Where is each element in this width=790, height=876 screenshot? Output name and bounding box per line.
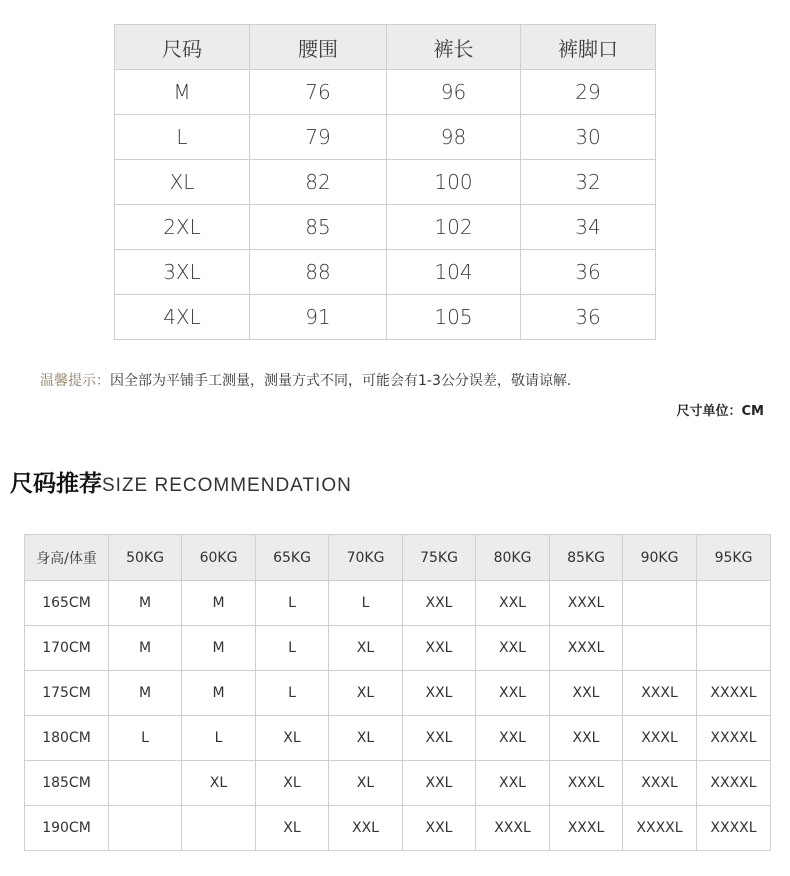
recommended-size-cell: XXL: [329, 806, 403, 851]
recommendation-row: [25, 806, 771, 851]
recommended-size-cell: XL: [256, 761, 329, 806]
size-chart-cell: 85: [250, 205, 387, 250]
section-title-cn: 尺码推荐: [10, 471, 102, 497]
height-cell: 180CM: [25, 716, 109, 761]
weight-header-cell: 50KG: [109, 535, 182, 581]
recommended-size-cell: XL: [256, 806, 329, 851]
recommended-size-cell: XXL: [403, 626, 476, 671]
recommended-size-cell: XL: [182, 761, 256, 806]
size-chart-cell: 4XL: [115, 295, 250, 340]
size-chart-cell: 102: [387, 205, 521, 250]
height-cell: 165CM: [25, 581, 109, 626]
size-chart-cell: M: [115, 70, 250, 115]
recommended-size-cell: L: [256, 626, 329, 671]
height-cell: 175CM: [25, 671, 109, 716]
recommended-size-cell: L: [329, 581, 403, 626]
recommended-size-cell: XXL: [403, 761, 476, 806]
size-chart-header-cell: 尺码: [115, 25, 250, 70]
size-chart-cell: 34: [521, 205, 656, 250]
recommended-size-cell: XXXL: [550, 806, 623, 851]
weight-header-cell: 70KG: [329, 535, 403, 581]
recommended-size-cell: XXL: [476, 761, 550, 806]
recommended-size-cell: M: [182, 626, 256, 671]
height-cell: 185CM: [25, 761, 109, 806]
size-chart-cell: XL: [115, 160, 250, 205]
recommended-size-cell: [697, 581, 771, 626]
size-chart-cell: 76: [250, 70, 387, 115]
recommended-size-cell: XXXL: [623, 761, 697, 806]
recommended-size-cell: [109, 761, 182, 806]
size-chart-cell: 104: [387, 250, 521, 295]
recommended-size-cell: XXL: [403, 581, 476, 626]
recommended-size-cell: XL: [329, 626, 403, 671]
recommendation-row: [25, 716, 771, 761]
recommended-size-cell: XL: [256, 716, 329, 761]
size-chart-cell: 96: [387, 70, 521, 115]
size-chart-row: [115, 295, 656, 340]
recommended-size-cell: XXXXL: [697, 806, 771, 851]
size-chart-body: [115, 70, 656, 340]
recommended-size-cell: [182, 806, 256, 851]
recommended-size-cell: XXXXL: [697, 671, 771, 716]
size-chart-cell: L: [115, 115, 250, 160]
size-chart-header-cell: 裤长: [387, 25, 521, 70]
recommendation-row: [25, 761, 771, 806]
recommended-size-cell: XXXL: [550, 581, 623, 626]
recommended-size-cell: M: [109, 626, 182, 671]
recommended-size-cell: XXL: [403, 806, 476, 851]
weight-header-cell: 60KG: [182, 535, 256, 581]
size-chart-row: [115, 70, 656, 115]
size-chart-cell: 32: [521, 160, 656, 205]
size-chart-row: [115, 205, 656, 250]
size-chart-cell: 36: [521, 250, 656, 295]
recommended-size-cell: XXL: [476, 671, 550, 716]
recommended-size-cell: XXXXL: [623, 806, 697, 851]
recommended-size-cell: XXL: [476, 581, 550, 626]
size-chart-cell: 88: [250, 250, 387, 295]
size-chart-cell: 105: [387, 295, 521, 340]
size-chart-table: [114, 24, 656, 340]
recommended-size-cell: M: [182, 581, 256, 626]
recommendation-corner-cell: 身高/体重: [25, 535, 109, 581]
recommended-size-cell: XXL: [550, 671, 623, 716]
recommendation-header-row: [25, 535, 771, 581]
size-chart-cell: 29: [521, 70, 656, 115]
recommended-size-cell: XXL: [403, 671, 476, 716]
size-chart-header-cell: 裤脚口: [521, 25, 656, 70]
recommended-size-cell: XXXXL: [697, 716, 771, 761]
size-chart-cell: 3XL: [115, 250, 250, 295]
size-recommendation-table: [24, 534, 771, 851]
weight-header-cell: 80KG: [476, 535, 550, 581]
weight-header-cell: 95KG: [697, 535, 771, 581]
size-chart-row: [115, 250, 656, 295]
recommended-size-cell: M: [182, 671, 256, 716]
recommended-size-cell: L: [256, 581, 329, 626]
recommended-size-cell: [623, 581, 697, 626]
tip-text: 因全部为平铺手工测量，测量方式不同，可能会有1-3公分误差，敬请谅解.: [110, 373, 572, 389]
unit-note: 尺寸单位：CM: [676, 404, 764, 419]
height-cell: 170CM: [25, 626, 109, 671]
size-chart-header-row: [115, 25, 656, 70]
recommendation-row: [25, 581, 771, 626]
size-chart-cell: 82: [250, 160, 387, 205]
recommended-size-cell: [697, 626, 771, 671]
size-chart-cell: 79: [250, 115, 387, 160]
recommended-size-cell: L: [256, 671, 329, 716]
recommended-size-cell: L: [109, 716, 182, 761]
recommended-size-cell: XXXL: [550, 761, 623, 806]
size-chart-cell: 98: [387, 115, 521, 160]
size-chart-row: [115, 115, 656, 160]
recommended-size-cell: XXL: [403, 716, 476, 761]
recommended-size-cell: M: [109, 671, 182, 716]
recommended-size-cell: XXXXL: [697, 761, 771, 806]
recommended-size-cell: XXL: [476, 626, 550, 671]
recommendation-body: [25, 581, 771, 851]
recommended-size-cell: XL: [329, 671, 403, 716]
height-cell: 190CM: [25, 806, 109, 851]
section-title: [10, 465, 352, 498]
size-chart-header-cell: 腰围: [250, 25, 387, 70]
weight-header-cell: 75KG: [403, 535, 476, 581]
recommended-size-cell: [623, 626, 697, 671]
section-title-en: SIZE RECOMMENDATION: [102, 475, 352, 496]
recommended-size-cell: XXXL: [623, 671, 697, 716]
recommended-size-cell: L: [182, 716, 256, 761]
size-chart-cell: 36: [521, 295, 656, 340]
recommendation-row: [25, 671, 771, 716]
recommendation-row: [25, 626, 771, 671]
weight-header-cell: 90KG: [623, 535, 697, 581]
weight-header-cell: 85KG: [550, 535, 623, 581]
size-chart-cell: 30: [521, 115, 656, 160]
size-chart-cell: 2XL: [115, 205, 250, 250]
recommended-size-cell: XXXL: [476, 806, 550, 851]
recommended-size-cell: M: [109, 581, 182, 626]
recommended-size-cell: XXL: [550, 716, 623, 761]
tip-label: 温馨提示：: [40, 373, 110, 389]
recommended-size-cell: XL: [329, 716, 403, 761]
measurement-tip: [40, 370, 571, 390]
recommended-size-cell: XXXL: [623, 716, 697, 761]
size-chart-row: [115, 160, 656, 205]
recommended-size-cell: [109, 806, 182, 851]
recommended-size-cell: XL: [329, 761, 403, 806]
weight-header-cell: 65KG: [256, 535, 329, 581]
size-chart-cell: 91: [250, 295, 387, 340]
size-chart-cell: 100: [387, 160, 521, 205]
recommended-size-cell: XXXL: [550, 626, 623, 671]
recommended-size-cell: XXL: [476, 716, 550, 761]
